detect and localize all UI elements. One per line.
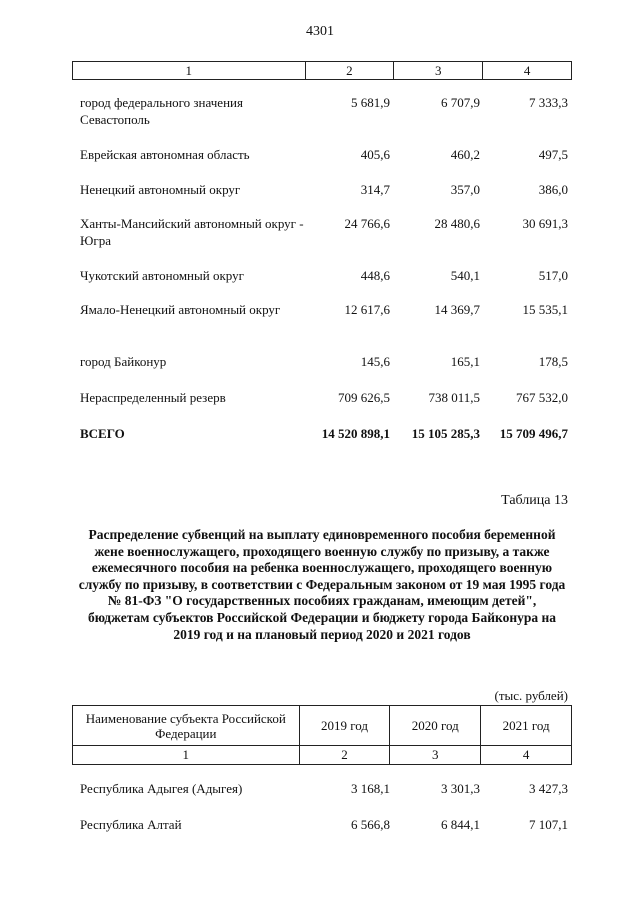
value-2020: 738 011,5 [428, 390, 480, 405]
region-name: Чукотский автономный округ [80, 268, 244, 283]
header-year-2020: 2020 год [390, 706, 481, 746]
value-2021: 178,5 [538, 354, 568, 369]
section-title: Распределение субвенций на выплату единовременного пособия беременной жене военнослужащего, проходящего военную службу по призыву, а также ежемесячного пособия на ребенка военнослужащего, проходящего военную службу по призыву, в соответствии с Федеральным законом от 19 мая 1995 года № 81-ФЗ "О государственных пособиях гражданам, имеющим детей", бюджетам субъектов Российской Федерации и бюджету города Байконура на 2019 год и на плановый период 2020 и 2021 годов [78, 527, 566, 642]
value-2020: 3 301,3 [441, 781, 480, 796]
region-name: Республика Адыгея (Адыгея) [80, 781, 243, 796]
value-2019: 5 681,9 [351, 95, 390, 110]
region-name: Нераспределенный резерв [80, 390, 226, 405]
col-number-2: 2 [299, 746, 390, 765]
col-number-3: 3 [390, 746, 481, 765]
region-name: Республика Алтай [80, 817, 182, 832]
top-table-header [72, 61, 572, 80]
total-2020: 15 105 285,3 [411, 426, 480, 441]
region-name: Еврейская автономная область [80, 147, 250, 162]
value-2021: 767 532,0 [516, 390, 568, 405]
units-label: (тыс. рублей) [494, 688, 568, 703]
value-2021: 517,0 [538, 268, 568, 283]
value-2019: 24 766,6 [344, 216, 390, 231]
region-name: Ямало-Ненецкий автономный округ [80, 302, 281, 317]
value-2021: 3 427,3 [529, 781, 568, 796]
value-2020: 357,0 [450, 182, 480, 197]
col-number-3: 3 [394, 62, 483, 80]
value-2019: 12 617,6 [344, 302, 390, 317]
col-number-4: 4 [481, 746, 572, 765]
value-2020: 6 844,1 [441, 817, 480, 832]
value-2019: 314,7 [360, 182, 390, 197]
col-number-4: 4 [483, 62, 572, 80]
col-number-1: 1 [73, 62, 306, 80]
value-2020: 165,1 [450, 354, 480, 369]
value-2021: 30 691,3 [522, 216, 568, 231]
value-2021: 15 535,1 [522, 302, 568, 317]
region-name: город федерального значения Севастополь [80, 95, 243, 127]
col-number-1: 1 [73, 746, 300, 765]
total-2021: 15 709 496,7 [499, 426, 568, 441]
value-2019: 448,6 [360, 268, 390, 283]
region-name: город Байконур [80, 354, 167, 369]
total-2019: 14 520 898,1 [321, 426, 390, 441]
page-number: 4301 [306, 24, 334, 39]
value-2019: 6 566,8 [351, 817, 390, 832]
table-label: Таблица 13 [501, 493, 568, 508]
header-region-name: Наименование субъекта Российской Федерации [73, 706, 300, 746]
region-name: Ханты-Мансийский автономный округ - Югра [80, 216, 304, 248]
value-2020: 14 369,7 [434, 302, 480, 317]
value-2020: 540,1 [450, 268, 480, 283]
value-2020: 460,2 [450, 147, 480, 162]
value-2020: 28 480,6 [434, 216, 480, 231]
total-label: ВСЕГО [80, 426, 125, 441]
value-2021: 386,0 [538, 182, 568, 197]
table13-header [72, 705, 572, 765]
value-2019: 3 168,1 [351, 781, 390, 796]
header-year-2021: 2021 год [481, 706, 572, 746]
value-2020: 6 707,9 [441, 95, 480, 110]
value-2021: 7 333,3 [529, 95, 568, 110]
value-2021: 7 107,1 [529, 817, 568, 832]
value-2019: 709 626,5 [338, 390, 390, 405]
region-name: Ненецкий автономный округ [80, 182, 241, 197]
value-2021: 497,5 [538, 147, 568, 162]
header-year-2019: 2019 год [299, 706, 390, 746]
col-number-2: 2 [305, 62, 394, 80]
value-2019: 145,6 [360, 354, 390, 369]
value-2019: 405,6 [360, 147, 390, 162]
